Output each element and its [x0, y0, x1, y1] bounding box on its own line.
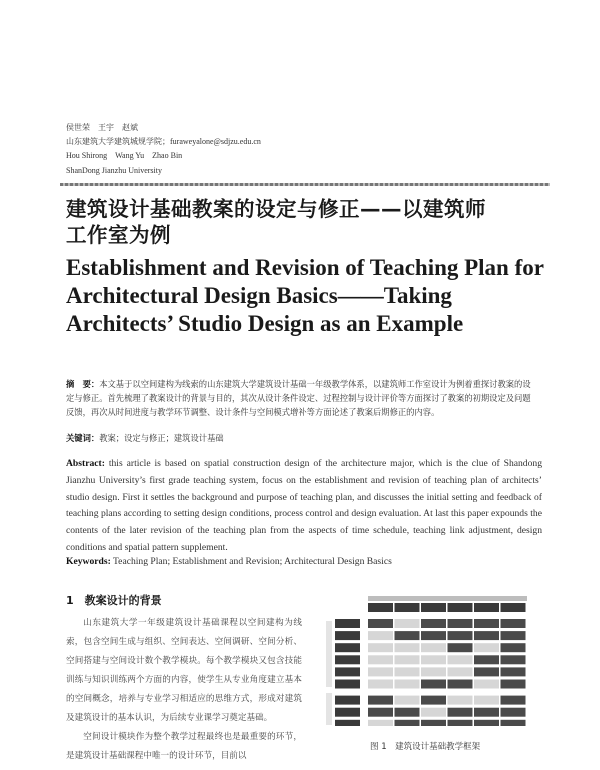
figure-column-header [395, 603, 420, 612]
figure-cell [421, 631, 446, 640]
figure-row-label [335, 655, 360, 664]
figure-cell [421, 680, 446, 689]
figure-cell [448, 720, 473, 726]
figure-cell [421, 655, 446, 664]
figure-row-label [335, 720, 360, 726]
figure-cell [501, 720, 526, 726]
figure-cell [474, 631, 499, 640]
figure-cell [501, 619, 526, 628]
abstract-cn-label: 摘 要： [66, 379, 100, 389]
figure-cell [501, 667, 526, 676]
figure-cell [474, 619, 499, 628]
abstract-en-label: Abstract: [66, 458, 105, 469]
figure-column-header [421, 603, 446, 612]
figure-cell [474, 643, 499, 652]
figure-cell [474, 655, 499, 664]
figure-cell [368, 643, 393, 652]
title-cn-line: 建筑设计基础教案的设定与修正——以建筑师 [66, 197, 486, 221]
figure-cell [421, 667, 446, 676]
figure-column-header [368, 603, 393, 612]
figure-row-label [335, 631, 360, 640]
figure-cell [448, 696, 473, 705]
figure-cell [474, 696, 499, 705]
figure-cell [421, 708, 446, 717]
keywords-cn-label: 关键词： [66, 433, 100, 443]
authors-en: Hou Shirong Wang Yu Zhao Bin [66, 151, 183, 160]
figure-cell [448, 655, 473, 664]
figure-cell [368, 708, 393, 717]
figure-cell [474, 667, 499, 676]
figure-cell [395, 643, 420, 652]
keywords-en-text: Teaching Plan; Establishment and Revision; Architectural Design Basics [110, 556, 392, 567]
figure-top-band [368, 596, 527, 601]
figure-cell [448, 619, 473, 628]
figure-cell [368, 631, 393, 640]
figure-cell [368, 667, 393, 676]
teaching-framework-figure [326, 596, 532, 726]
paragraph: 空间设计模块作为整个教学过程最终也是最重要的环节，是建筑设计基础课程中唯一的设计环节，目前以 [66, 732, 302, 761]
figure-cell [421, 643, 446, 652]
figure-cell [474, 720, 499, 726]
figure-cell [368, 655, 393, 664]
figure-cell [501, 680, 526, 689]
figure-cell [448, 708, 473, 717]
figure-row-label [335, 619, 360, 628]
keywords-en-label: Keywords: [66, 556, 111, 567]
figure-cell [368, 720, 393, 726]
figure-cell [448, 643, 473, 652]
paragraph: 山东建筑大学一年级建筑设计基础课程以空间建构为线索，包含空间生成与组织、空间表达、空间调研、空间分析、空间搭建与空间设计数个教学模块。每个教学模块又包含技能训练与知识训练两个方面的内容，使学生从专业角度建立基本的空间概念，培养与专业学习相适应的思维方式，形成对建筑及建筑设计的基本认识，为后续专业课学习奠定基础。 [66, 618, 302, 723]
keywords-cn [66, 432, 224, 444]
abstract-en-text: this article is based on spatial construction design of the architecture major, which is the clue of Shandong Jianzhu University’s first grade teaching system, focus on the establishment and revision of teaching plan of architects’ studio design. First it settles the background and purpose of teaching plan, and discusses the initial setting and feedback of teaching plans according to setting design conditions, process control and design evaluation. At last this paper expounds the contents of the later revision of the teaching plan from the aspects of time schedule, teaching link adjustment, design conditions and spatial pattern supplement. [66, 458, 542, 553]
abstract-cn-text: 本文基于以空间建构为线索的山东建筑大学建筑设计基础一年级教学体系，以建筑师工作室设计为例着重探讨教案的设定与修正。首先梳理了教案设计的背景与目的，其次从设计条件设定、过程控制与设计评价等方面探讨了教案的初期设定及问题反馈，再次从时间进度与教学环节调整、设计条件与空间模式增补等方面论述了教案后期修正的内容。 [66, 379, 531, 417]
abstract-cn [66, 377, 536, 419]
authors-cn: 侯世荣 王宇 赵斌 [66, 123, 138, 132]
figure-cell [448, 680, 473, 689]
figure-cell [368, 680, 393, 689]
figure-cell [501, 708, 526, 717]
figure-cell [501, 643, 526, 652]
figure-cell [421, 720, 446, 726]
title-en [66, 254, 544, 338]
figure-cell [395, 631, 420, 640]
figure-cell [368, 619, 393, 628]
title-cn-line: 工作室为例 [66, 223, 171, 247]
title-en-line: Establishment and Revision of Teaching Plan for [66, 255, 544, 280]
figure-column-header [501, 603, 526, 612]
keywords-en [66, 556, 392, 567]
figure-row-label [335, 680, 360, 689]
title-en-line: Architectural Design Basics——Taking [66, 283, 452, 308]
affiliation-cn: 山东建筑大学建筑城规学院；furaweyalone@sdjzu.edu.cn [66, 137, 261, 146]
figure-cell [395, 720, 420, 726]
figure-cell [474, 680, 499, 689]
figure-row-label [335, 643, 360, 652]
title-en-line: Architects’ Studio Design as an Example [66, 311, 464, 336]
figure-cell [395, 655, 420, 664]
section-heading: 1 教案设计的背景 [66, 594, 162, 607]
figure-cell [501, 655, 526, 664]
figure-cell [448, 667, 473, 676]
figure-cell [395, 667, 420, 676]
keywords-cn-text: 教案；设定与修正；建筑设计基础 [99, 433, 224, 443]
figure-cell [501, 631, 526, 640]
figure-cell [395, 619, 420, 628]
figure-cell [368, 696, 393, 705]
figure-cell [448, 631, 473, 640]
header-divider [60, 183, 550, 186]
figure-column-header [474, 603, 499, 612]
figure-row-label [335, 696, 360, 705]
figure-row-label [335, 708, 360, 717]
figure-group-band [326, 621, 332, 687]
figure-cell [395, 680, 420, 689]
figure-row-label [335, 667, 360, 676]
title-cn [66, 196, 486, 248]
figure-cell [395, 708, 420, 717]
figure-column-header [448, 603, 473, 612]
figure-cell [474, 708, 499, 717]
figure-cell [501, 696, 526, 705]
figure-cell [421, 619, 446, 628]
figure-cell [421, 696, 446, 705]
figure-caption: 图 1 建筑设计基础教学框架 [370, 742, 481, 752]
abstract-en [66, 456, 542, 557]
university-en: ShanDong Jianzhu University [66, 166, 162, 175]
figure-group-band [326, 693, 332, 725]
figure-cell [395, 696, 420, 705]
body-text [66, 614, 302, 766]
